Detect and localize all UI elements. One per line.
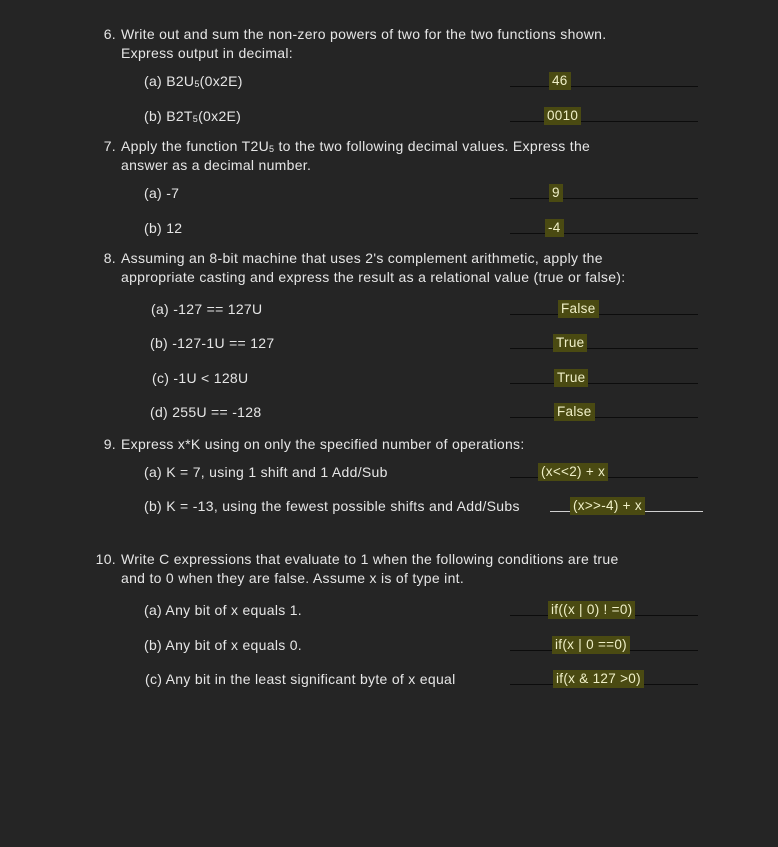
question-9a-label: (a) K = 7, using 1 shift and 1 Add/Sub <box>144 464 388 480</box>
question-9-text-line1: Express x*K using on only the specified number of operations: <box>121 436 525 452</box>
question-10-text-line1: Write C expressions that evaluate to 1 when the following conditions are true <box>121 551 619 567</box>
answer-line-6a <box>510 86 698 87</box>
answer-10b: if(x | 0 ==0) <box>552 636 630 654</box>
question-8c-label: (c) -1U < 128U <box>152 370 249 386</box>
answer-6b: 0010 <box>544 107 581 125</box>
question-8b-label: (b) -127-1U == 127 <box>150 335 275 351</box>
question-9-number: 9. <box>103 436 116 452</box>
question-7b-label: (b) 12 <box>144 220 183 236</box>
question-8-text-line2: appropriate casting and express the result as a relational value (true or false): <box>121 269 626 285</box>
answer-9b: (x>>-4) + x <box>570 497 645 515</box>
answer-line-8a <box>510 314 698 315</box>
answer-line-6b <box>510 121 698 122</box>
answer-7b: -4 <box>545 219 564 237</box>
question-6a-label: (a) $B2U_5(0x2E)$ <box>144 73 243 89</box>
answer-10a: if((x | 0) ! =0) <box>548 601 635 619</box>
answer-line-8b <box>510 348 698 349</box>
answer-line-7a <box>510 198 698 199</box>
question-9b-label: (b) K = -13, using the fewest possible shifts and Add/Subs <box>144 498 520 514</box>
question-10b-label: (b) Any bit of x equals 0. <box>144 637 302 653</box>
question-8-number: 8. <box>103 250 116 266</box>
question-7-text-line2: answer as a decimal number. <box>121 157 312 173</box>
question-6-number: 6. <box>103 26 116 42</box>
answer-7a: 9 <box>549 184 563 202</box>
question-7-text-line1: Apply the function $T2U_5$ to the two following decimal values. Express the <box>121 138 591 154</box>
question-8a-label: (a) -127 == 127U <box>151 301 263 317</box>
question-10a-label: (a) Any bit of x equals 1. <box>144 602 302 618</box>
answer-line-8d <box>510 417 698 418</box>
answer-line-7b <box>510 233 698 234</box>
question-6b-label: (b) $B2T_5(0x2E)$ <box>144 108 242 124</box>
question-7a-label: (a) -7 <box>144 185 180 201</box>
answer-8c: True <box>554 369 588 387</box>
question-10c-label: (c) Any bit in the least significant byte of x equal <box>145 671 456 687</box>
answer-line-8c <box>510 383 698 384</box>
answer-9a: (x<<2) + x <box>538 463 608 481</box>
question-8-text-line1: Assuming an 8-bit machine that uses 2's complement arithmetic, apply the <box>121 250 603 266</box>
answer-6a: 46 <box>549 72 571 90</box>
question-6-text-line1: Write out and sum the non-zero powers of two for the two functions shown. <box>121 26 607 42</box>
question-8d-label: (d) 255U == -128 <box>150 404 262 420</box>
question-10-number: 10. <box>95 551 116 567</box>
answer-8d: False <box>554 403 595 421</box>
question-7-number: 7. <box>103 138 116 154</box>
answer-8a: False <box>558 300 599 318</box>
question-6-text-line2: Express output in decimal: <box>121 45 293 61</box>
answer-10c: if(x & 127 >0) <box>553 670 644 688</box>
question-10-text-line2: and to 0 when they are false. Assume x is of type int. <box>121 570 465 586</box>
answer-8b: True <box>553 334 587 352</box>
